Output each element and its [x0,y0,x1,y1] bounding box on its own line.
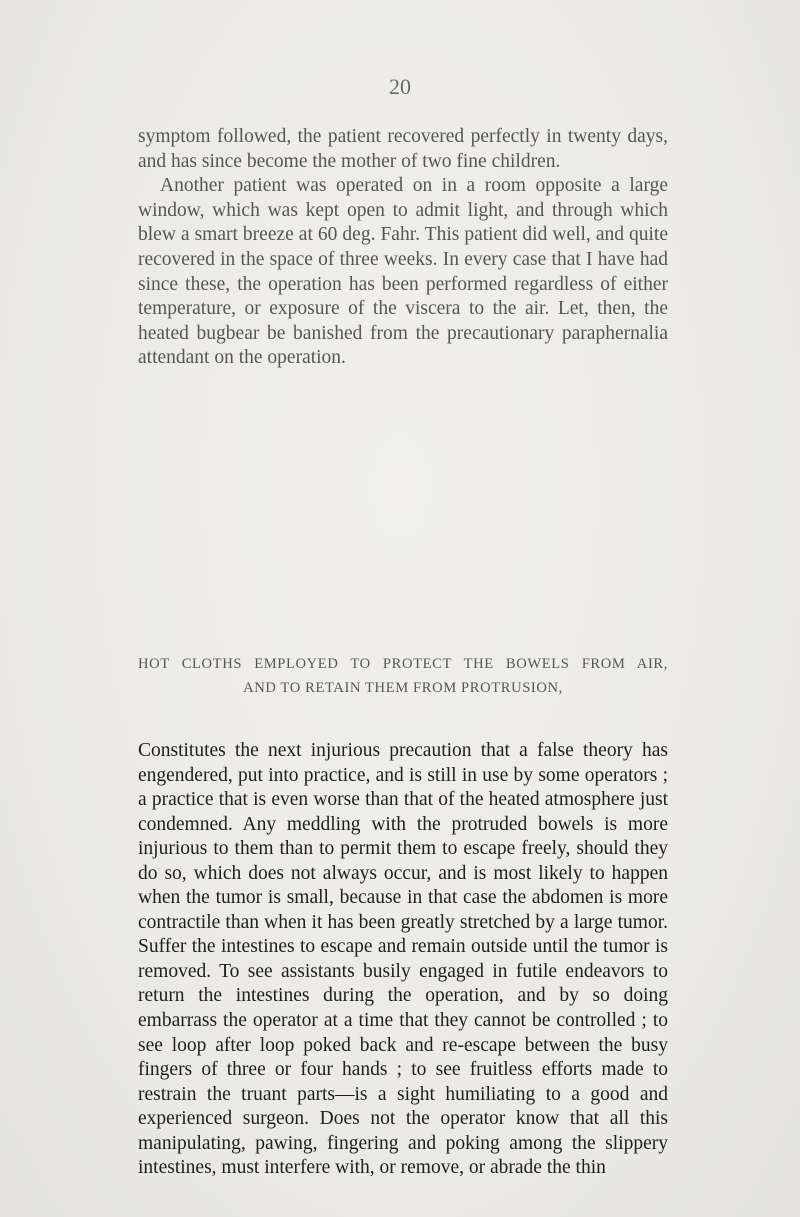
paragraph-hot-cloths: Constitutes the next injurious precaution that a false theory has engendered, put into practice, and is still in use by some operators ; a practice that is even worse than that of the heated atmosphere just condemned. Any meddling with the protruded bowels is more injurious to them than to permit them to escape freely, should they do so, which does not always occur, and is most likely to happen when the tumor is small, because in that case the abdomen is more contractile than when it has been greatly stretched by a large tumor. Suffer the intestines to escape and remain outside until the tumor is removed. To see assistants busily engaged in futile endeavors to return the intestines during the operation, and by so doing embarrass the operator at a time that they cannot be controlled ; to see loop after loop poked back and re-escape between the busy fingers of three or four hands ; to see fruitless efforts made to restrain the truant parts—is a sight humiliating to a good and experienced surgeon. Does not the operator know that all this manipulating, pawing, fingering and poking among the slippery intestines, must interfere with, or remove, or abrade the thin [138,740,668,1179]
section-heading-line-1: HOT CLOTHS EMPLOYED TO PROTECT THE BOWELS FROM AIR, [138,656,668,672]
paragraph-continuation: symptom followed, the patient recovered perfectly in twenty days, and has since become the mother of two fine children. [138,126,668,172]
top-text-block [138,125,668,371]
page-number: 20 [389,74,411,99]
paragraph-another-patient: Another patient was operated on in a room opposite a large window, which was kept open to admit light, and through which blew a smart breeze at 60 deg. Fahr. This patient did well, and quite recovered in the space of three weeks. In every case that I have had since these, the operation has been performed regardless of either temperature, or exposure of the viscera to the air. Let, then, the heated bugbear be banished from the precautionary paraphernalia attendant on the operation. [138,175,668,369]
section-heading [138,652,668,700]
section-heading-line-2: AND TO RETAIN THEM FROM PROTRUSION, [243,680,563,696]
main-text-block [138,739,668,1181]
